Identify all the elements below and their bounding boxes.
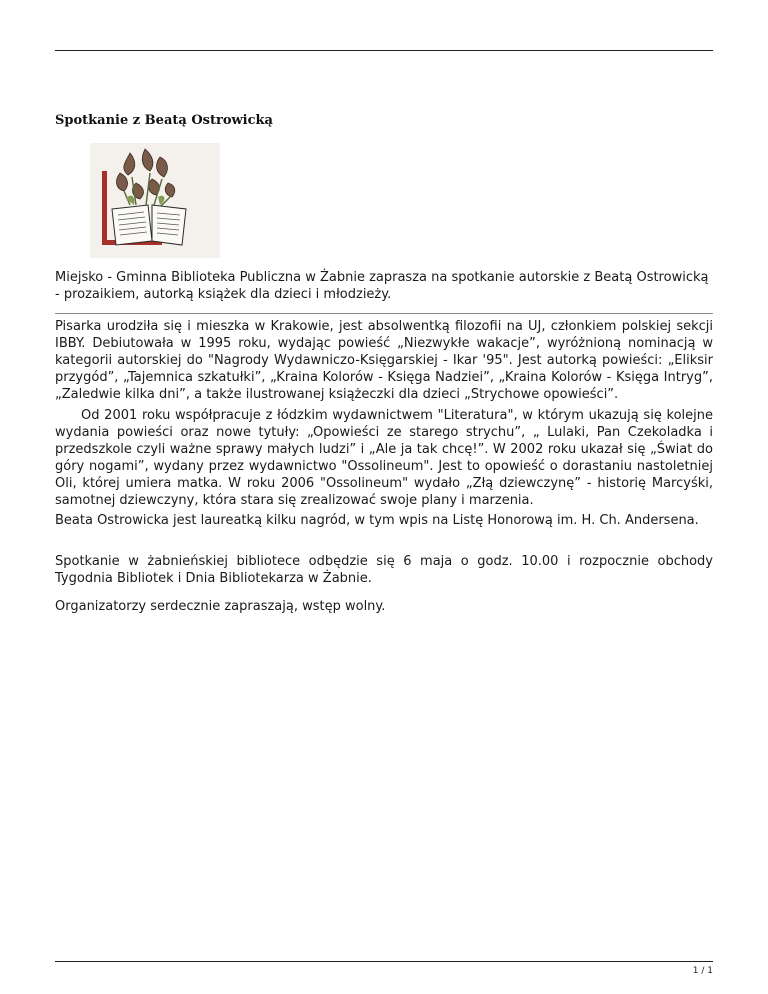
footer-rule: [55, 961, 713, 962]
intro-paragraph: Miejsko - Gminna Biblioteka Publiczna w Żabnie zaprasza na spotkanie autorskie z Beatą Ostrowicką - prozaikiem, autorką książek dla dzieci i młodzieży.: [55, 270, 709, 302]
library-book-iris-logo-icon: [90, 143, 220, 258]
section-divider: [55, 313, 713, 314]
career-paragraph: Od 2001 roku współpracuje z łódzkim wydawnictwem "Literatura", w którym ukazują się kolejne wydania powieści oraz nowe tytuły: „Opowieści ze starego strychu”, „ Lulaki, Pan Czekoladka i przedszkole czyli ważne sprawy małych ludzi” i „Ale ja tak chcę!”. W 2002 roku ukazał się „Świat do góry nogami”, wydany przez wydawnictwo "Ossolineum". Jest to opowieść o dorastaniu nastoletniej Oli, której umiera matka. W roku 2006 "Ossolineum" wydało „Złą dziewczynę” - historię Marcyśki, samotnej dziewczyny, która stara się zrealizować swoje plany i marzenia.: [55, 408, 713, 508]
awards-paragraph: Beata Ostrowicka jest laureatką kilku nagród, w tym wpis na Listę Honorową im. H. Ch. Andersena.: [55, 513, 699, 528]
library-logo: [90, 143, 220, 258]
page-title: Spotkanie z Beatą Ostrowicką: [55, 113, 273, 128]
closing-paragraph: Organizatorzy serdecznie zapraszają, wstęp wolny.: [55, 599, 386, 614]
bio-paragraph: Pisarka urodziła się i mieszka w Krakowie, jest absolwentką filozofii na UJ, członkiem polskiej sekcji IBBY. Debiutowała w 1995 roku, wydając powieść „Niezwykłe wakacje”, wyróżnioną nominacją w kategorii autorskiej do "Nagrody Wydawniczo-Księgarskiej - Ikar '95". Jest autorką powieści: „Eliksir przygód”, „Tajemnica szkatułki”, „Kraina Kolorów - Księga Nadziei”, „Kraina Kolorów - Księga Intryg”, „Zaledwie kilka dni”, a także ilustrowanej książeczki dla dzieci „Strychowe opowieści”.: [55, 319, 713, 402]
header-rule: [55, 50, 713, 51]
page-number: 1 / 1: [692, 966, 713, 976]
event-paragraph: Spotkanie w żabnieńskiej bibliotece odbędzie się 6 maja o godz. 10.00 i rozpocznie obchody Tygodnia Bibliotek i Dnia Bibliotekarza w Żabnie.: [55, 554, 713, 586]
